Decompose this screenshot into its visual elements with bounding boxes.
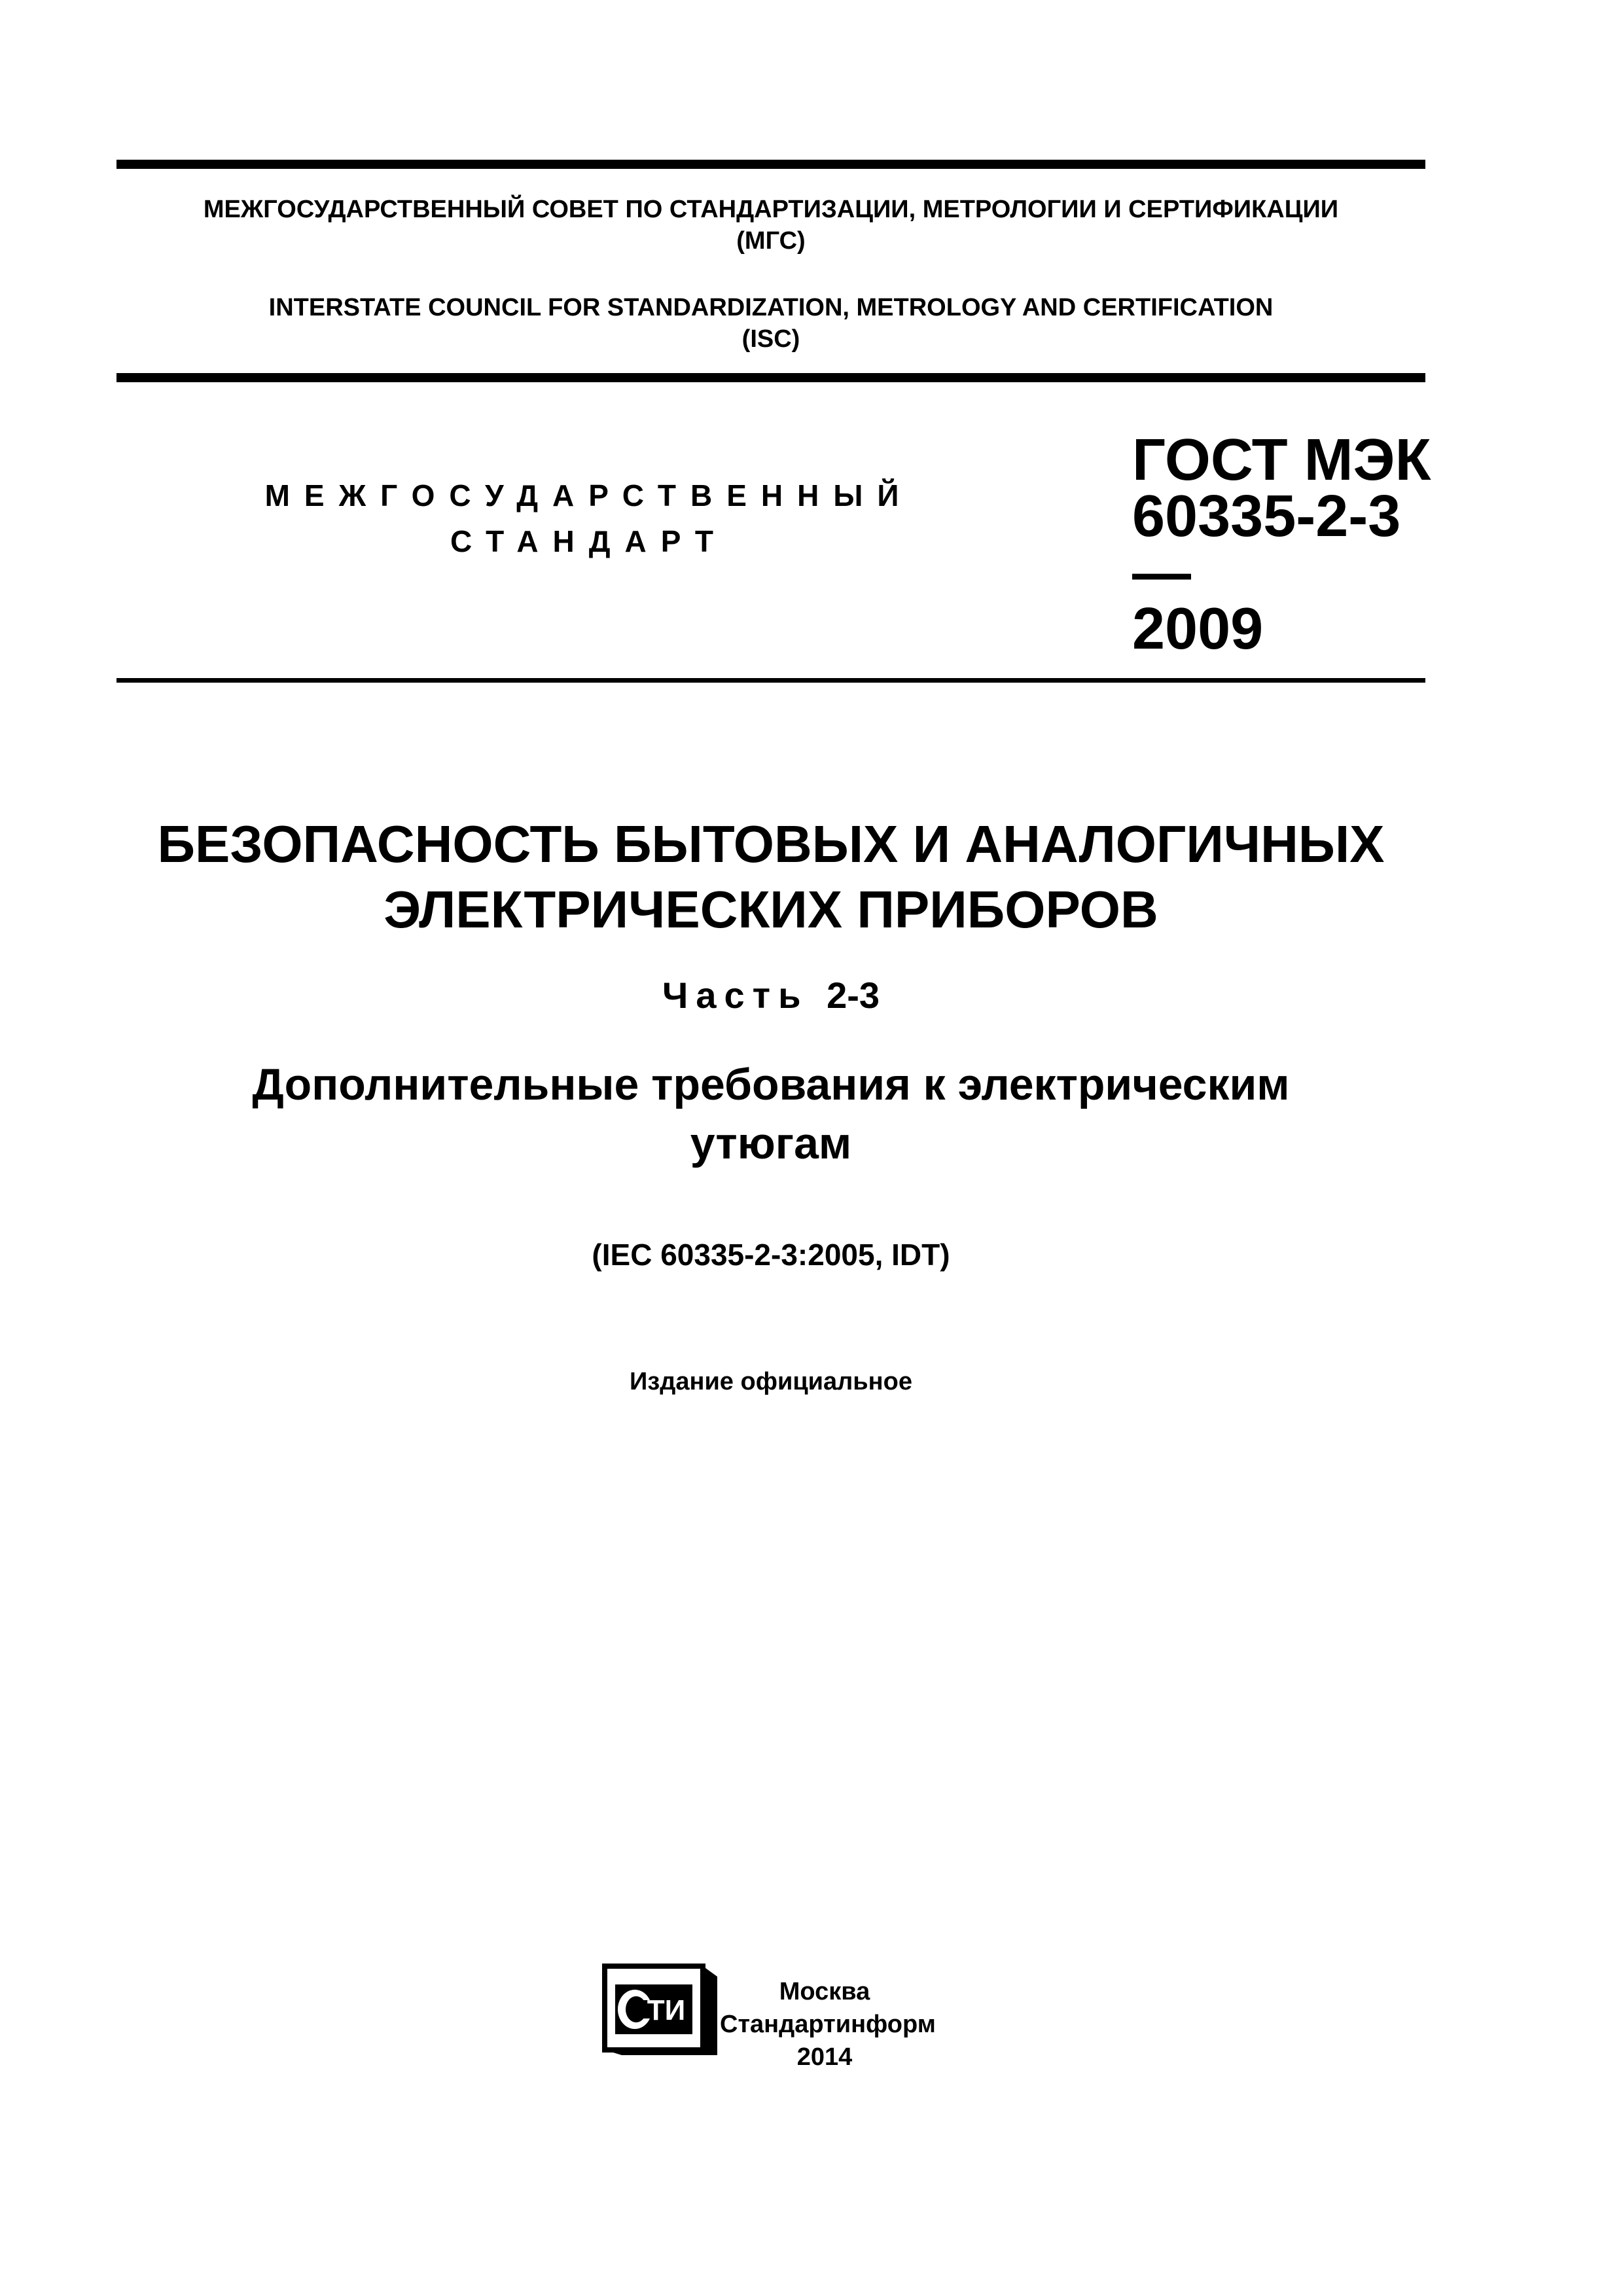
designation-line3: 2009: [1132, 596, 1264, 662]
imprint: [720, 1975, 936, 2073]
designation-line2: 60335-2-3—: [1132, 484, 1401, 605]
council-name-ru-text: МЕЖГОСУДАРСТВЕННЫЙ СОВЕТ ПО СТАНДАРТИЗАЦИИ, МЕТРОЛОГИИ И СЕРТИФИКАЦИИ: [203, 196, 1339, 223]
designation-line1: ГОСТ МЭК: [1132, 427, 1431, 493]
council-name-en: [116, 292, 1425, 355]
council-name-en-text: INTERSTATE COUNCIL FOR STANDARDIZATION, METROLOGY AND CERTIFICATION: [268, 294, 1274, 321]
council-name-ru: [116, 194, 1425, 257]
iec-reference: (IEC 60335-2-3:2005, IDT): [592, 1238, 950, 1272]
subtitle-line2: утюгам: [690, 1119, 852, 1168]
document-title: [116, 812, 1425, 942]
imprint-publisher: Стандартинформ: [720, 2011, 936, 2038]
imprint-city: Москва: [779, 1978, 870, 2005]
document-subtitle: [116, 1055, 1425, 1173]
part-heading: [116, 974, 1425, 1016]
official-edition-note: Издание официальное: [630, 1368, 912, 1395]
part-word: Часть: [662, 975, 809, 1016]
header-top-rule: [116, 160, 1425, 169]
designation-rule: [116, 678, 1425, 683]
standartinform-logo-icon: [602, 1964, 720, 2055]
title-line2: ЭЛЕКТРИЧЕСКИХ ПРИБОРОВ: [383, 880, 1158, 939]
standard-kind: [262, 473, 916, 564]
svg-text:ТИ: ТИ: [647, 1994, 686, 2026]
standard-kind-line1: МЕЖГОСУДАРСТВЕННЫЙ: [264, 478, 914, 512]
header-bottom-rule: [116, 373, 1425, 382]
council-abbr-ru: (МГС): [736, 227, 806, 255]
title-line1: БЕЗОПАСНОСТЬ БЫТОВЫХ И АНАЛОГИЧНЫХ: [157, 815, 1385, 873]
council-abbr-en: (ISC): [741, 325, 800, 353]
standard-kind-line2: СТАНДАРТ: [450, 524, 728, 558]
subtitle-line1: Дополнительные требования к электрическим: [252, 1060, 1290, 1109]
standard-designation: [1132, 427, 1433, 662]
part-number: 2-3: [827, 975, 880, 1016]
imprint-year: 2014: [796, 2043, 853, 2071]
